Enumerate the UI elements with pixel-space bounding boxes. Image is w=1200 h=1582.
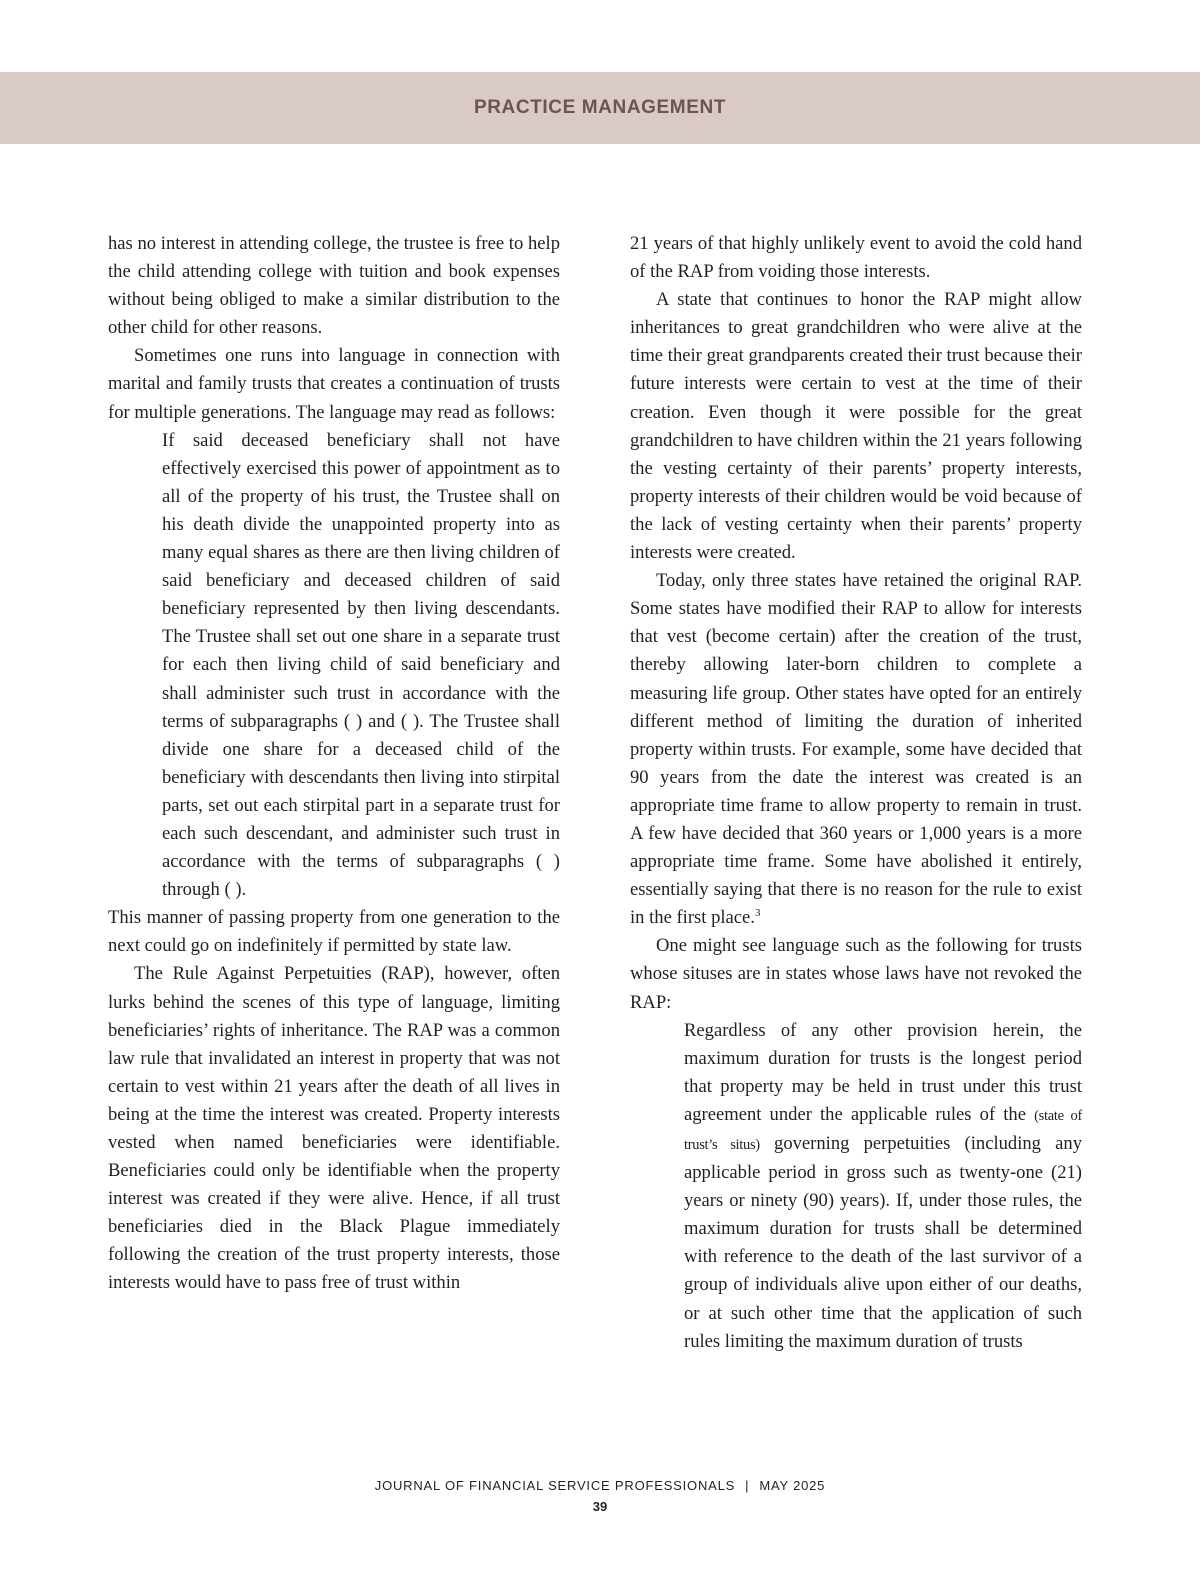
section-header-banner	[0, 72, 1200, 144]
right-paragraph-3	[630, 567, 1082, 932]
section-title: PRACTICE MANAGEMENT	[473, 97, 727, 118]
left-paragraph-2: Sometimes one runs into language in connection with marital and family trusts that creates a continuation of trusts for multiple generations. The language may read as follows:	[108, 345, 560, 423]
right-block-quote	[630, 1017, 1082, 1356]
footer-line	[0, 1478, 1200, 1493]
right-paragraph-3-text: Today, only three states have retained the original RAP. Some states have modified their RAP to allow for interests that vest (become certain) after the creation of the trust, thereby allowing later-born children to complete a measuring life group. Other states have opted for an entirely different method of limiting the duration of inherited property within trusts. For example, some have decided that 90 years from the date the interest was created is an appropriate time frame to allow property to remain in trust. A few have decided that 360 years or 1,000 years is a more appropriate time frame. Some have abolished it entirely, essentially saying that there is no reason for the rule to exist in the first place.	[630, 570, 1082, 929]
left-paragraph-3: This manner of passing property from one generation to the next could go on indefinitely if permitted by state law.	[108, 907, 560, 957]
page-footer	[0, 1478, 1200, 1514]
right-paragraph-4: One might see language such as the following for trusts whose situses are in states whose laws have not revoked the RAP:	[630, 935, 1082, 1013]
right-paragraph-1: 21 years of that highly unlikely event to avoid the cold hand of the RAP from voiding those interests.	[630, 233, 1082, 283]
left-column	[108, 230, 560, 1298]
left-paragraph-1: has no interest in attending college, the trustee is free to help the child attending college with tuition and book expenses without being obliged to make a similar distribution to the other child for other reasons.	[108, 233, 560, 339]
state-placeholder: (state of trust’s situs)	[684, 1107, 1082, 1153]
footnote-marker: 3	[754, 907, 761, 920]
right-quote-part-1: Regardless of any other provision herein, the maximum duration for trusts is the longest period that property may be held in trust under this trust agreement under the applicable rules of the	[684, 1019, 1082, 1125]
right-quote-part-2: governing perpetuities (including any applicable period in gross such as twenty-one (21) years or ninety (90) years). If, under those rules, the maximum duration for trusts shall be determined with reference to the death of the last survivor of a group of individuals alive upon either of our deaths, or at such other time that the application of such rules limiting the maximum duration of trusts	[684, 1133, 1082, 1352]
left-block-quote: If said deceased beneficiary shall not have effectively exercised this power of appointment as to all of the property of his trust, the Trustee shall on his death divide the unappointed property into as many equal shares as there are then living children of said beneficiary and deceased children of said beneficiary represented by then living descendants. The Trustee shall set out one share in a separate trust for each then living child of said beneficiary and shall administer such trust in accordance with the terms of subparagraphs ( ) and ( ). The Trustee shall divide one share for a deceased child of the beneficiary with descendants then living into stirpital parts, set out each stirpital part in a separate trust for each such descendant, and administer such trust in accordance with the terms of subparagraphs ( ) through ( ).	[162, 429, 560, 901]
left-paragraph-4: The Rule Against Perpetuities (RAP), however, often lurks behind the scenes of this type of language, limiting beneficiaries’ rights of inheritance. The RAP was a common law rule that invalidated an interest in property that was not certain to vest within 21 years after the death of all lives in being at the time the interest was created. Property interests vested when named beneficiaries were identifiable. Beneficiaries could only be identifiable when the property interest was created if they were alive. Hence, if all trust beneficiaries died in the Black Plague immediately following the creation of the trust property interests, those interests would have to pass free of trust within	[108, 963, 560, 1294]
journal-name: JOURNAL OF FINANCIAL SERVICE PROFESSIONALS	[374, 1478, 736, 1493]
issue-date: MAY 2025	[759, 1478, 826, 1493]
footer-separator: |	[745, 1478, 750, 1493]
right-column	[630, 230, 1082, 1356]
page-number: 39	[592, 1499, 608, 1514]
right-paragraph-2: A state that continues to honor the RAP might allow inheritances to great grandchildren who were alive at the time their great grandparents created their trust because their future interests were certain to vest at the time of their creation. Even though it were possible for the great grandchildren to have children within the 21 years following the vesting certainty of their parents’ property interests, property interests of their children would be void because of the lack of vesting certainty when their parents’ property interests were created.	[630, 289, 1082, 564]
